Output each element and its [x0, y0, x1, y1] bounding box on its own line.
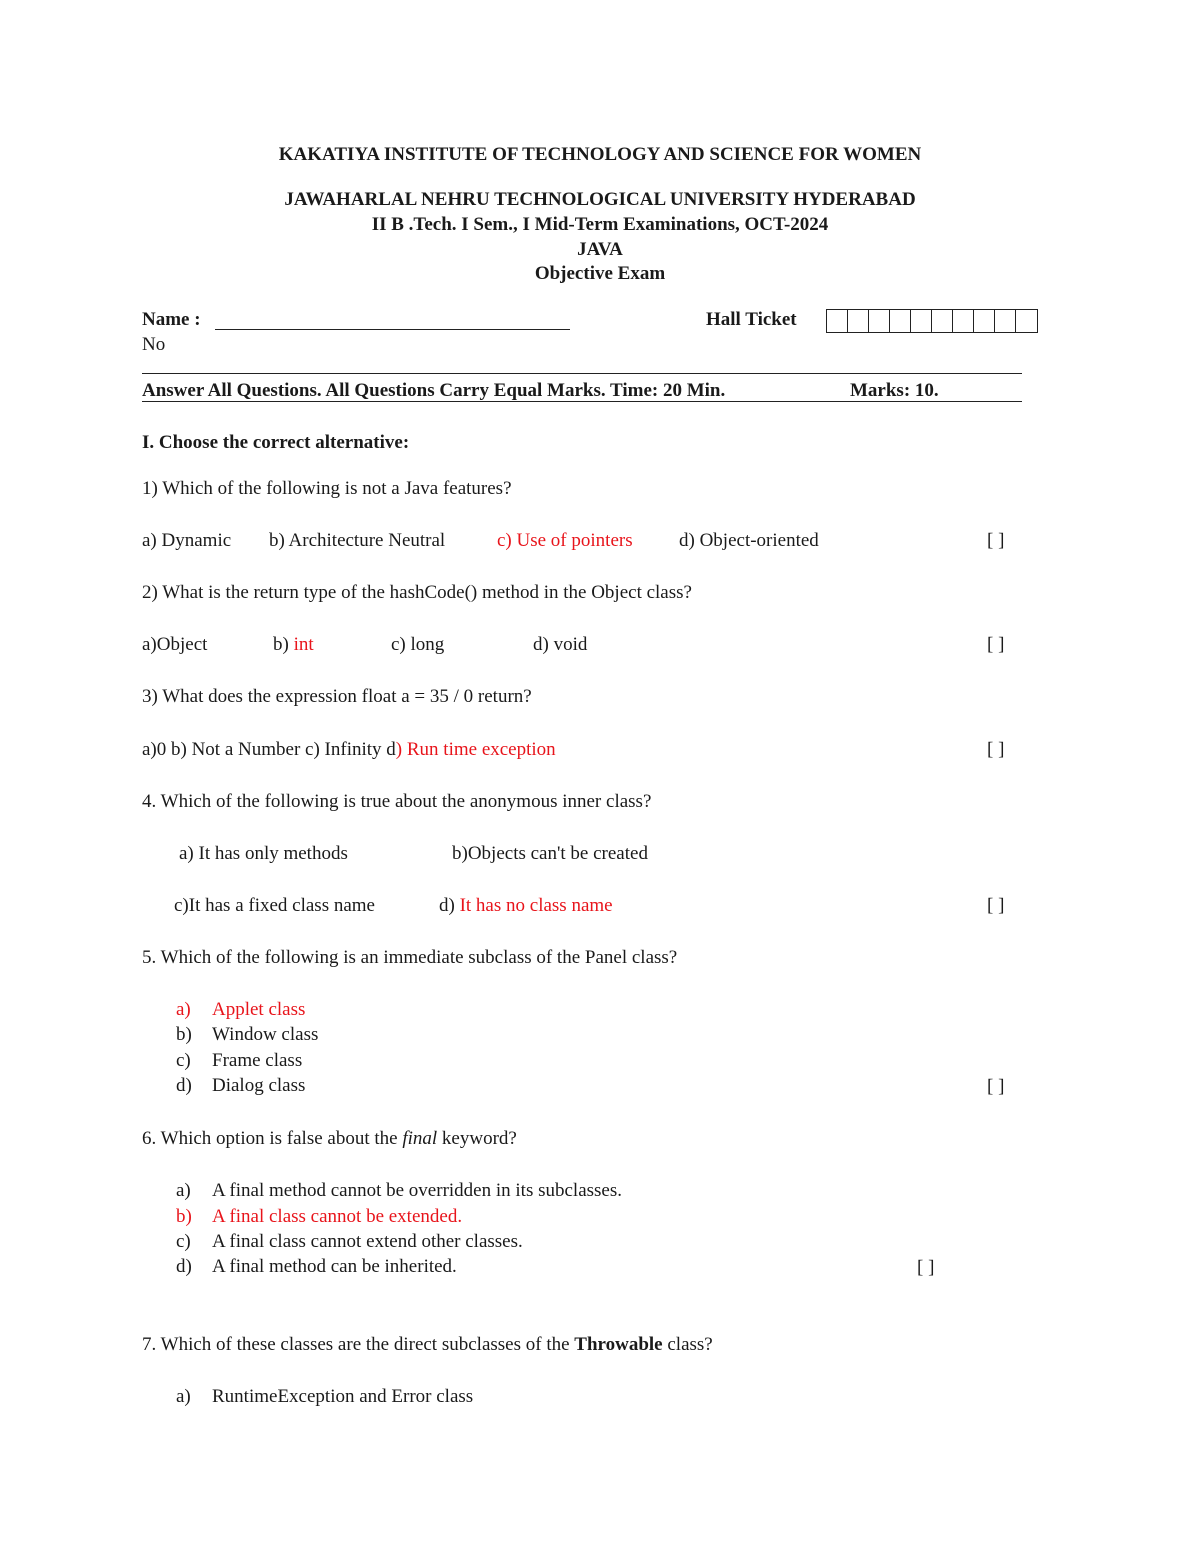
- q2-option-c: c) long: [391, 634, 445, 655]
- q6-text-before: 6. Which option is false about the: [142, 1128, 403, 1149]
- q2-option-a: a)Object: [142, 634, 208, 655]
- subject-title: JAVA: [577, 239, 623, 260]
- q7-text-after: class?: [662, 1334, 713, 1355]
- top-rule: [142, 373, 1022, 374]
- q1-option-c: c) Use of pointers: [497, 530, 633, 551]
- name-label: Name :: [142, 309, 201, 330]
- marks-text: Marks: 10.: [850, 380, 939, 401]
- section-heading: I. Choose the correct alternative:: [142, 432, 410, 453]
- q5-option-d-letter: d): [176, 1075, 192, 1096]
- q3-options-abc: a)0 b) Not a Number c) Infinity d: [142, 739, 396, 760]
- q4-answer-bracket: [ ]: [987, 895, 1005, 916]
- q1-option-a: a) Dynamic: [142, 530, 232, 551]
- q5-option-c-text: Frame class: [212, 1050, 303, 1071]
- exam-type: Objective Exam: [534, 263, 666, 284]
- ticket-box: [953, 310, 974, 332]
- q4-option-d-text: It has no class name: [459, 895, 613, 916]
- q4-option-d-letter: d): [439, 895, 460, 916]
- name-blank-line: [215, 329, 570, 330]
- q3-options: [142, 740, 556, 759]
- q4-option-a: a) It has only methods: [179, 843, 348, 864]
- q4-option-c: c)It has a fixed class name: [174, 895, 375, 916]
- q5-option-c-letter: c): [176, 1050, 191, 1071]
- q4-option-b: b)Objects can't be created: [452, 843, 648, 864]
- q3-answer-bracket: [ ]: [987, 739, 1005, 760]
- question-2-text: 2) What is the return type of the hashCode() method in the Object class?: [142, 582, 692, 603]
- q1-option-d: d) Object-oriented: [679, 530, 819, 551]
- q6-option-c-letter: c): [176, 1231, 191, 1252]
- hall-ticket-label: Hall Ticket: [706, 309, 797, 330]
- q5-option-b-letter: b): [176, 1024, 192, 1045]
- question-3-text: 3) What does the expression float a = 35 / 0 return?: [142, 686, 532, 707]
- q5-option-d-text: Dialog class: [212, 1075, 306, 1096]
- q5-option-a-letter: a): [176, 999, 191, 1020]
- q6-option-d-letter: d): [176, 1256, 192, 1277]
- instructions-text: Answer All Questions. All Questions Carry Equal Marks. Time: 20 Min.: [142, 380, 726, 401]
- q2-option-b-text: int: [293, 634, 314, 655]
- q1-answer-bracket: [ ]: [987, 530, 1005, 551]
- q7-option-a-letter: a): [176, 1386, 191, 1407]
- ticket-box: [995, 310, 1016, 332]
- q2-option-b: [273, 635, 314, 654]
- ticket-box: [1016, 310, 1037, 332]
- q2-option-d: d) void: [533, 634, 588, 655]
- question-7-text: [142, 1335, 713, 1354]
- exam-title: II B .Tech. I Sem., I Mid-Term Examinations, OCT-2024: [371, 214, 829, 235]
- q5-answer-bracket: [ ]: [987, 1076, 1005, 1097]
- q7-option-a-text: RuntimeException and Error class: [212, 1386, 474, 1407]
- ticket-box: [848, 310, 869, 332]
- q6-text-italic: final: [402, 1128, 438, 1149]
- q6-option-c-text: A final class cannot extend other classes.: [212, 1231, 523, 1252]
- q2-option-b-letter: b): [273, 634, 294, 655]
- q3-option-d-text: ) Run time exception: [395, 739, 556, 760]
- q7-text-before: 7. Which of these classes are the direct subclasses of the: [142, 1334, 575, 1355]
- ticket-box: [932, 310, 953, 332]
- q6-option-b-text: A final class cannot be extended.: [212, 1206, 463, 1227]
- ticket-box: [974, 310, 995, 332]
- q1-option-b: b) Architecture Neutral: [269, 530, 446, 551]
- q6-option-a-letter: a): [176, 1180, 191, 1201]
- question-5-text: 5. Which of the following is an immediate subclass of the Panel class?: [142, 947, 678, 968]
- q6-option-a-text: A final method cannot be overridden in its subclasses.: [212, 1180, 622, 1201]
- q5-option-a-text: Applet class: [212, 999, 306, 1020]
- q5-option-b-text: Window class: [212, 1024, 319, 1045]
- ticket-box: [890, 310, 911, 332]
- bottom-rule: [142, 401, 1022, 402]
- q2-answer-bracket: [ ]: [987, 634, 1005, 655]
- ticket-box: [827, 310, 848, 332]
- q6-option-d-text: A final method can be inherited.: [212, 1256, 457, 1277]
- no-label: No: [142, 334, 166, 355]
- question-1-text: 1) Which of the following is not a Java features?: [142, 478, 512, 499]
- q6-text-after: keyword?: [437, 1128, 517, 1149]
- ticket-box: [869, 310, 890, 332]
- question-4-text: 4. Which of the following is true about the anonymous inner class?: [142, 791, 652, 812]
- institute-title: KAKATIYA INSTITUTE OF TECHNOLOGY AND SCIENCE FOR WOMEN: [278, 144, 922, 165]
- q4-option-d: [439, 896, 613, 915]
- university-title: JAWAHARLAL NEHRU TECHNOLOGICAL UNIVERSITY HYDERABAD: [284, 189, 916, 210]
- q6-answer-bracket: [ ]: [917, 1257, 935, 1278]
- hall-ticket-boxes: [826, 309, 1038, 333]
- question-6-text: [142, 1129, 517, 1148]
- q6-option-b-letter: b): [176, 1206, 192, 1227]
- ticket-box: [911, 310, 932, 332]
- q7-text-bold: Throwable: [574, 1334, 663, 1355]
